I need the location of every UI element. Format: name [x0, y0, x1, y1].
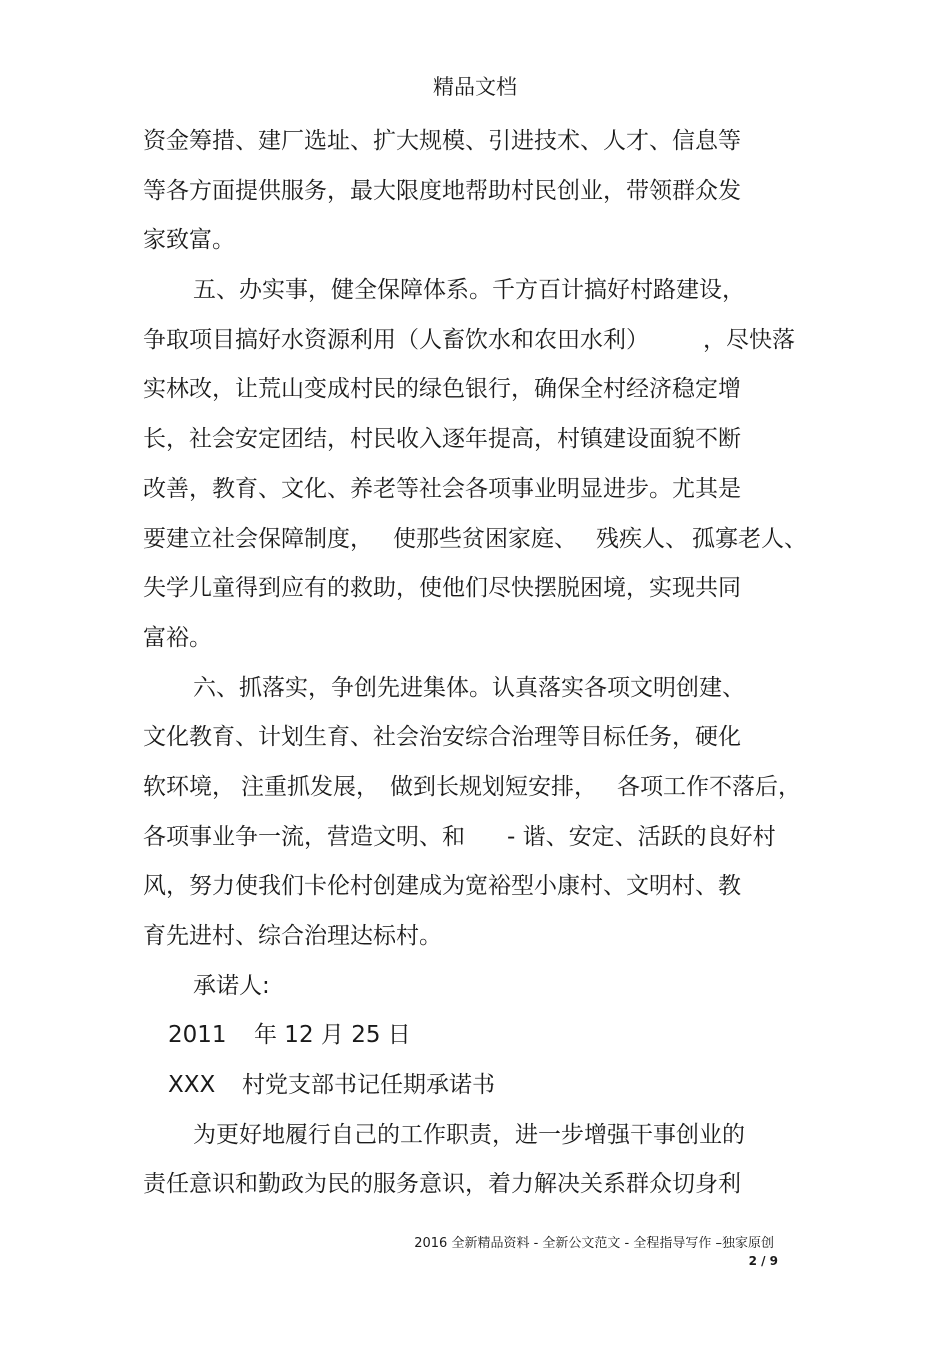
text-segment: 风，努力使我们卡伦村创建成为宽裕型小康村、文明村、教 [143, 873, 741, 900]
text-line [0, 919, 950, 969]
text-line [0, 869, 950, 919]
text-segment: 文化教育、计划生育、社会治安综合治理等目标任务，硬化 [143, 724, 741, 751]
text-line [0, 472, 950, 522]
text-segment: 富裕。 [143, 624, 212, 651]
text-segment: 育先进村、综合治理达标村。 [143, 923, 442, 949]
text-line [0, 1018, 950, 1068]
page-header: 精品文档 [433, 75, 517, 99]
document-body [0, 124, 950, 1217]
text-segment: 使那些贫困家庭、 [393, 525, 577, 552]
page-footer: 2016 全新精品资料 - 全新公文范文 - 全程指导写作 –独家原创 [414, 1236, 774, 1251]
text-segment: 残疾人、 [596, 525, 688, 552]
text-segment: 资金筹措、建厂选址、扩大规模、引进技术、人才、信息等 [143, 128, 741, 154]
text-line [0, 174, 950, 224]
text-segment: 责任意识和勤政为民的服务意识，着力解决关系群众切身利 [143, 1171, 741, 1198]
text-segment: 做到长规划短安排， [390, 773, 597, 800]
text-segment: 为更好地履行自己的工作职责，进一步增强干事创业的 [193, 1121, 745, 1148]
text-line [0, 1167, 950, 1217]
text-line [0, 571, 950, 621]
text-line [0, 969, 950, 1019]
text-segment: 六、抓落实，争创先进集体。认真落实各项文明创建、 [193, 674, 745, 701]
text-segment: 村党支部书记任期承诺书 [242, 1072, 495, 1099]
text-segment: 等各方面提供服务，最大限度地帮助村民创业，带领群众发 [143, 177, 741, 204]
text-segment: 长，社会安定团结，村民收入逐年提高，村镇建设面貌不断 [143, 426, 741, 453]
text-line [0, 323, 950, 373]
text-line [0, 422, 950, 472]
text-segment: 争取项目搞好水资源利用（人畜饮水和农田水利） [143, 326, 649, 353]
text-segment: 实林改，让荒山变成村民的绿色银行，确保全村经济稳定增 [143, 376, 741, 403]
text-line [0, 1118, 950, 1168]
text-segment: 2011 [168, 1022, 227, 1049]
text-line [0, 671, 950, 721]
text-line [0, 720, 950, 770]
text-line [0, 820, 950, 870]
text-line [0, 522, 950, 572]
text-segment: 各项事业争一流，营造文明、和 [143, 823, 465, 850]
text-line [0, 223, 950, 273]
text-segment: 承诺人: [193, 972, 270, 999]
text-line [0, 1068, 950, 1118]
text-segment: 年 12 月 25 日 [254, 1022, 411, 1049]
text-line [0, 372, 950, 422]
text-segment: - 谐、安定、活跃的良好村 [507, 823, 776, 850]
text-segment: 失学儿童得到应有的救助，使他们尽快摆脱困境，实现共同 [143, 575, 741, 602]
text-segment: XXX [168, 1072, 216, 1099]
text-segment: 改善，教育、文化、养老等社会各项事业明显进步。尤其是 [143, 475, 741, 502]
text-line [0, 770, 950, 820]
text-segment: 各项工作不落后， [617, 773, 801, 800]
text-line [0, 124, 950, 174]
text-segment: ，尽快落 [703, 326, 795, 353]
text-segment: 五、办实事，健全保障体系。千方百计搞好村路建设， [193, 277, 745, 304]
text-segment: 孤寡老人、 [692, 525, 807, 552]
text-line [0, 621, 950, 671]
text-segment: 注重抓发展， [241, 773, 379, 800]
text-segment: 软环境， [143, 773, 235, 800]
page-number: 2 / 9 [748, 1254, 778, 1268]
text-segment: 要建立社会保障制度， [143, 525, 373, 552]
text-segment: 家致富。 [143, 227, 235, 254]
text-line [0, 273, 950, 323]
